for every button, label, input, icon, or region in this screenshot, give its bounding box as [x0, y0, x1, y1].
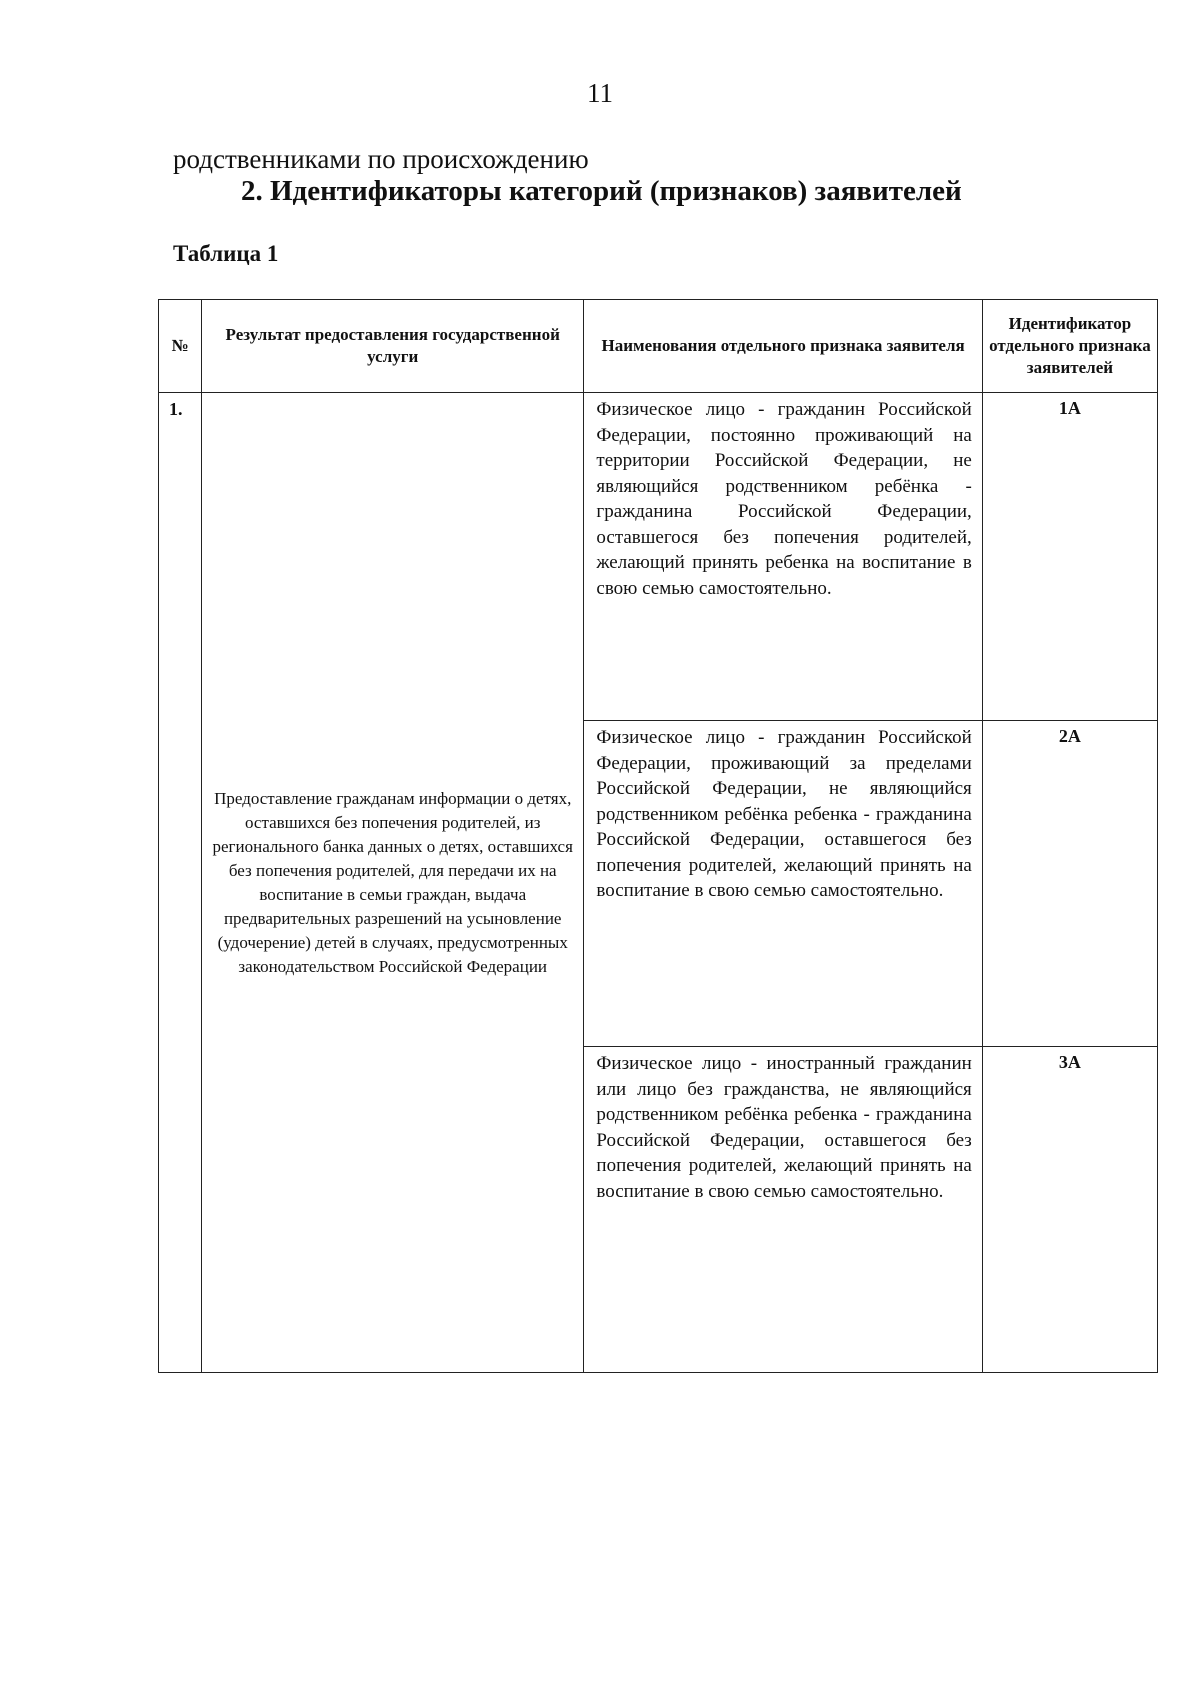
page-number: 11 — [587, 78, 613, 108]
section-title: 2. Идентификаторы категорий (признаков) заявителей — [241, 175, 962, 207]
attribute-identifier: 1А — [982, 393, 1157, 721]
service-result: Предоставление гражданам информации о детях, оставшихся без попечения родителей, из регионального банка данных о детях, оставшихся без попечения родителей, для передачи их на воспитание в семьи граждан, выдача предварительных разрешений на усыновление (удочерение) детей в случаях, предусмотренных законодательством Российской Федерации — [202, 393, 584, 1373]
attribute-identifier: 3А — [982, 1047, 1157, 1373]
attribute-identifier: 2А — [982, 721, 1157, 1047]
applicant-attribute: Физическое лицо - гражданин Российской Федерации, проживающий за пределами Российской Федерации, не являющийся родственником ребёнка ребенка - гражданина Российской Федерации, оставшегося без попечения родителей, желающий принять на воспитание в свою семью самостоятельно. — [584, 721, 982, 1047]
table-row — [159, 393, 1158, 721]
applicant-attribute: Физическое лицо - гражданин Российской Федерации, постоянно проживающий на территории Российской Федерации, не являющийся родственником ребёнка - гражданина Российской Федерации, оставшегося без попечения родителей, желающий принять ребенка на воспитание в свою семью самостоятельно. — [584, 393, 982, 721]
table-label: Таблица 1 — [173, 241, 279, 266]
table-header-row — [159, 300, 1158, 393]
header-num: № — [159, 300, 202, 393]
applicant-attribute: Физическое лицо - иностранный гражданин или лицо без гражданства, не являющийся родственником ребёнка ребенка - гражданина Российской Федерации, оставшегося без попечения родителей, желающий принять на воспитание в свою семью самостоятельно. — [584, 1047, 982, 1373]
continuation-text: родственниками по происхождению — [173, 144, 589, 174]
identifiers-table — [158, 299, 1158, 1373]
header-identifier: Идентификатор отдельного признака заявителей — [982, 300, 1157, 393]
header-attribute: Наименования отдельного признака заявителя — [584, 300, 982, 393]
header-result: Результат предоставления государственной услуги — [202, 300, 584, 393]
row-number: 1. — [159, 393, 202, 1373]
